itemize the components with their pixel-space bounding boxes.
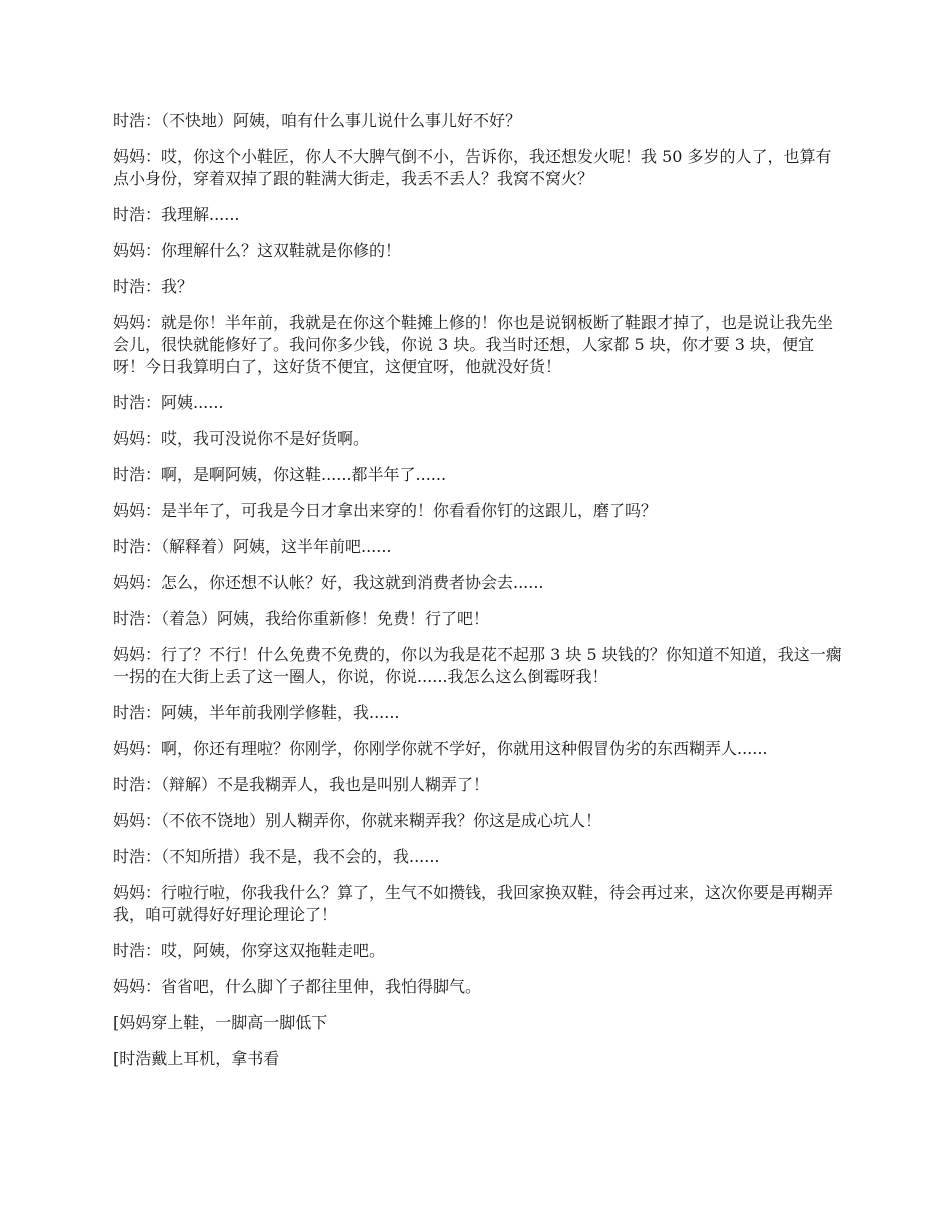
- dialogue-line: 妈妈：啊，你还有理啦？你刚学，你刚学你就不学好，你就用这种假冒伪劣的东西糊弄人......: [113, 739, 768, 758]
- dialogue-line: 妈妈：哎，我可没说你不是好货啊。: [113, 429, 370, 448]
- dialogue-line: 妈妈：就是你！半年前，我就是在你这个鞋摊上修的！你也是说钢板断了鞋跟才掉了，也是说让我先坐会儿，很快就能修好了。我问你多少钱，你说 3 块。我当时还想，人家都 5 块，你才要 3 块，便宜呀！今日我算明白了，这好货不便宜，这便宜呀，他就没好货！: [113, 313, 834, 376]
- stage-direction: [时浩戴上耳机，拿书看: [113, 1049, 280, 1068]
- dialogue-line: 时浩：（不快地）阿姨，咱有什么事儿说什么事儿好不好？: [113, 111, 522, 130]
- dialogue-line: 妈妈：你理解什么？这双鞋就是你修的！: [113, 241, 402, 260]
- dialogue-line: 时浩：（解释着）阿姨，这半年前吧......: [113, 537, 392, 556]
- stage-direction: [妈妈穿上鞋，一脚高一脚低下: [113, 1013, 328, 1032]
- dialogue-line: 妈妈：行啦行啦，你我我什么？算了，生气不如攒钱，我回家换双鞋，待会再过来，这次你要是再糊弄我，咱可就得好好理论理论了！: [113, 883, 834, 924]
- dialogue-line: 时浩：啊，是啊阿姨，你这鞋......都半年了......: [113, 465, 447, 484]
- dialogue-line: 妈妈：怎么，你还想不认帐？好，我这就到消费者协会去......: [113, 573, 544, 592]
- dialogue-line: 时浩：阿姨......: [113, 393, 224, 412]
- dialogue-line: 时浩：（辩解）不是我糊弄人，我也是叫别人糊弄了！: [113, 775, 490, 794]
- dialogue-line: 时浩：（着急）阿姨，我给你重新修！免费！行了吧！: [113, 609, 490, 628]
- dialogue-line: 时浩：阿姨，半年前我刚学修鞋，我......: [113, 703, 400, 722]
- dialogue-line: 妈妈：（不依不饶地）别人糊弄你，你就来糊弄我？你这是成心坑人！: [113, 811, 602, 830]
- dialogue-line: 时浩：（不知所措）我不是，我不会的，我......: [113, 847, 440, 866]
- dialogue-line: 妈妈：省省吧，什么脚丫子都往里伸，我怕得脚气。: [113, 977, 482, 996]
- dialogue-line: 妈妈：行了？不行！什么免费不免费的，你以为我是花不起那 3 块 5 块钱的？你知道不知道，我这一瘸一拐的在大街上丢了这一圈人，你说，你说......我怎么这么倒霉呀我！: [113, 645, 842, 686]
- dialogue-line: 时浩：哎，阿姨，你穿这双拖鞋走吧。: [113, 941, 386, 960]
- dialogue-line: 妈妈：是半年了，可我是今日才拿出来穿的！你看看你钉的这跟儿，磨了吗？: [113, 501, 658, 520]
- dialogue-line: 时浩：我理解......: [113, 205, 240, 224]
- dialogue-line: 妈妈：哎，你这个小鞋匠，你人不大脾气倒不小，告诉你，我还想发火呢！我 50 多岁的人了，也算有点小身份，穿着双掉了跟的鞋满大街走，我丢不丢人？我窝不窝火？: [113, 147, 832, 188]
- document-page: [113, 110, 843, 1084]
- dialogue-line: 时浩：我？: [113, 277, 194, 296]
